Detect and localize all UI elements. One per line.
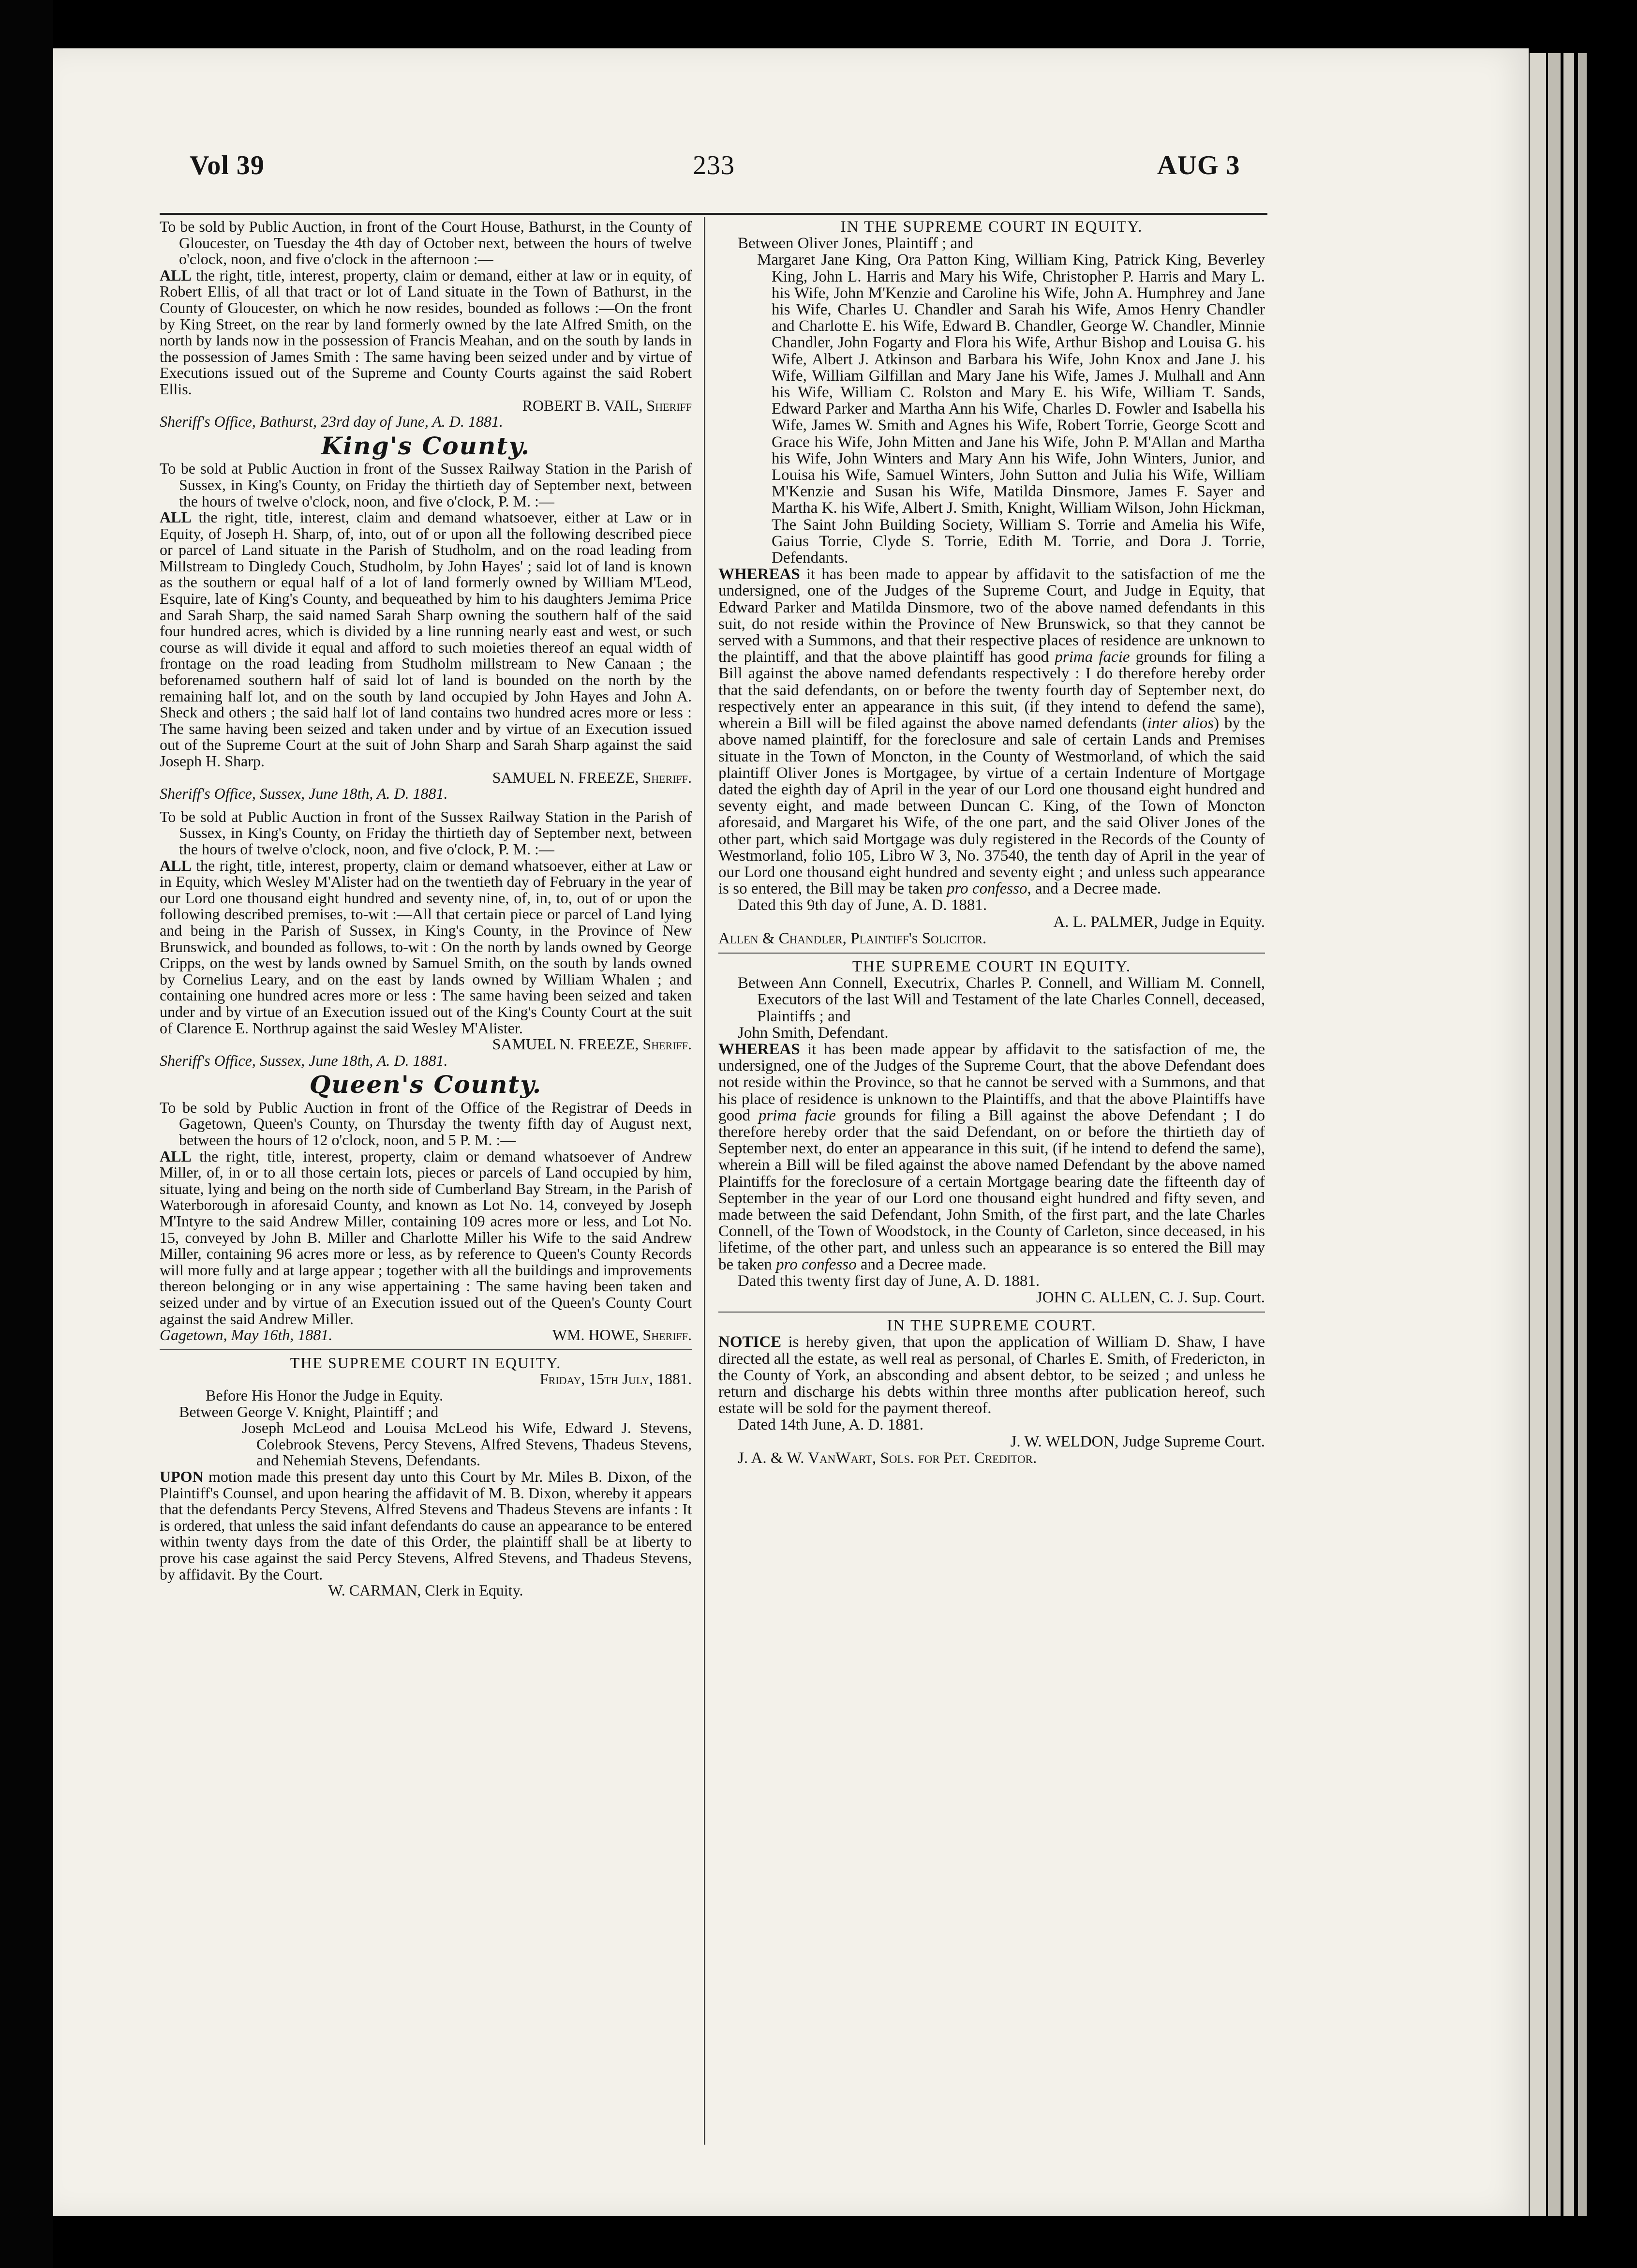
sheriff-signature: SAMUEL N. FREEZE, Sheriff. xyxy=(492,1035,692,1053)
notice-text: the right, title, interest, property, claim or demand, either at law or in equity, of Robert Ellis, of all that tract or lot of Land situate in the Town of Bathurst, in the County of Gloucester, on which he now resides, bounded as follows :—On the front by King Street, on the rear by land formerly owned by the late Alfred Smith, on the north by lands now in the possession of Francis Meahan, and on the south by lands in the possession of James Smith : The same having been seized under and by virtue of Executions issued out of the Supreme and County Courts against the said Robert Ellis. xyxy=(160,266,692,398)
notice-separator xyxy=(160,1349,692,1350)
judge-signature: A. L. PALMER, Judge in Equity. xyxy=(1053,913,1265,931)
notice-keyword: ALL xyxy=(160,266,192,284)
solicitor-line: J. A. & W. VanWart, Sols. for Pet. Creditor. xyxy=(738,1449,1037,1467)
notice-italic: pro confesso xyxy=(776,1255,857,1273)
notice-separator xyxy=(718,1312,1265,1313)
court-title: IN THE SUPREME COURT. xyxy=(887,1317,1097,1335)
notice-text: the right, title, interest, claim and demand whatsoever, either at Law or in Equity, of Joseph H. Sharp, of, into, out of or upon all the following described piece or parcel of Land situate in the Parish of Studholm, and on the road leading from Millstream to Dingledy Couch, Studholm, by John Hayes' ; said lot of land is known as the southern or equal half of a lot of land formerly owned by William M'Leod, Esquire, late of King's County, and bequeathed by him to his daughters Jemima Price and Sarah Sharp, the said named Sarah Sharp owning the southern half of the said four hundred acres, which is divided by a line running nearly east and west, or such course as will divide it equal and afford to such moieties thereof an equal width of frontage on the road leading from Studholm millstream to New Canaan ; the beforenamed southern half of said lot of land is bounded on the north by the remaining half lot, and on the south by land occupied by John Hayes and John A. Sheck and others ; the said half lot of land contains two hundred acres more or less : The same having been seized and taken under and by virtue of an Execution issued out of the Supreme Court at the suit of John Sharp and Sarah Sharp against the said Joseph H. Sharp. xyxy=(160,508,692,770)
plaintiff-line: Between Oliver Jones, Plaintiff ; and xyxy=(738,235,973,253)
section-heading-kings-county: King's County. xyxy=(321,431,531,460)
by-the-court: By the Court. xyxy=(238,1565,323,1583)
notice-keyword: ALL xyxy=(160,508,192,526)
notice-text: , and a Decree made. xyxy=(1027,880,1161,898)
defendants-list: Joseph McLeod and Louisa McLeod his Wife, Edward J. Stevens, Colebrook Stevens, Percy Stevens, Alfred Stevens, Thadeus Stevens, and Nehemiah Stevens, Defendants. xyxy=(242,1419,692,1469)
sheriff-office-date: Sheriff's Office, Sussex, June 18th, A. D. 1881. xyxy=(160,785,448,803)
page-edge xyxy=(1530,53,1546,2216)
header-rule xyxy=(160,213,1267,215)
sheriff-signature: ROBERT B. VAIL, Sheriff xyxy=(522,396,692,414)
notice-footer xyxy=(160,1327,692,1343)
page-edge xyxy=(1563,53,1574,2216)
judge-signature: JOHN C. ALLEN, C. J. Sup. Court. xyxy=(1036,1289,1265,1306)
notice-italic: prima facie xyxy=(758,1106,836,1124)
column-divider xyxy=(704,217,705,2145)
notice-text: grounds for filing a Bill against the above named defendants respectively : I do therefore hereby order that the said defendants, on or before the twenty fourth day of September next, do respectively enter an appearance in this suit, (if they intend to defend the same), wherein a Bill will be filed against the above named defendants ( xyxy=(718,648,1265,732)
equity-notice-jones xyxy=(718,219,1265,947)
court-title: THE SUPREME COURT IN EQUITY. xyxy=(852,957,1131,975)
court-title: THE SUPREME COURT IN EQUITY. xyxy=(290,1354,562,1372)
notice-text: grounds for filing a Bill against the above Defendant ; I do therefore hereby order that the said Defendant, on or before the thirtieth day of September next, do enter an appearance in this suit, (if he intend to defend the same), wherein a Bill will be filed against the above named Defendant by the above named Plaintiffs for the foreclosure of a certain Mortgage bearing date the fifteenth day of September in the year of our Lord one thousand eight hundred and fifty seven, and made between the said Defendant, John Smith, of the first part, and the late Charles Connell, of the Town of Woodstock, in the County of Carleton, since deceased, in his lifetime, of the other part, and unless such an appearance is so entered the Bill may be taken xyxy=(718,1106,1265,1273)
notice-lead: To be sold at Public Auction in front of the Sussex Railway Station in the Parish of Sussex, in King's County, on Friday the thirtieth day of September next, between the hours of twelve o'clock, noon, and five o'clock, P. M. :— xyxy=(160,460,692,510)
page-edge xyxy=(1578,53,1587,2216)
notice-text: ) by the above named plaintiff, for the foreclosure and sale of certain Lands and Premises situate in the Town of Moncton, in the County of Westmorland, of which the said plaintiff Oliver Jones is Mortgagee, by virtue of a certain Indenture of Mortgage dated the eighth day of April in the year of our Lord one thousand eight hundred and seventy eight, and made between Duncan C. King, of the Town of Moncton aforesaid, and Margaret his Wife, of the one part, and the said Oliver Jones of the other part, which said Mortgage was duly registered in the Records of the County of Westmorland, folio 105, Libro W 3, No. 37540, the tenth day of April in the year of our Lord one thousand eight hundred and seventy eight ; and unless such appearance is so entered, the Bill may be taken xyxy=(718,715,1265,898)
equity-notice-connell xyxy=(718,958,1265,1306)
sheriff-signature: SAMUEL N. FREEZE, Sheriff. xyxy=(492,768,692,786)
notice-keyword: WHEREAS xyxy=(718,566,800,583)
sheriff-sale-notice-sharp xyxy=(160,461,692,802)
notice-separator xyxy=(718,953,1265,954)
scan-border xyxy=(0,0,53,2268)
notice-lead: To be sold at Public Auction in front of the Sussex Railway Station in the Parish of Sussex, in King's County, on Friday the thirtieth day of September next, between the hours of twelve o'clock, noon, and five o'clock, P. M. :— xyxy=(160,807,692,858)
notice-date: Friday, 15th July, 1881. xyxy=(539,1370,692,1388)
notice-text: is hereby given, that upon the application of William D. Shaw, I have directed all the estate, as well real as personal, of Charles E. Smith, of Fredericton, in the County of York, an absconding and absent debtor, to be seized ; and unless he return and discharge his debts within three months after publication hereof, such estate will be sold for the payment thereof. xyxy=(718,1333,1265,1418)
notice-body xyxy=(160,1469,692,1582)
right-column xyxy=(718,219,1265,1466)
notice-body xyxy=(160,509,692,770)
dated-line: Dated 14th June, A. D. 1881. xyxy=(738,1416,924,1434)
notice-keyword: NOTICE xyxy=(718,1333,782,1351)
notice-italic: pro confesso xyxy=(946,880,1027,898)
notice-keyword: WHEREAS xyxy=(718,1040,800,1058)
notice-keyword: ALL xyxy=(160,856,192,874)
clerk-signature: W. CARMAN, Clerk in Equity. xyxy=(328,1582,523,1599)
solicitor-line: Allen & Chandler, Plaintiff's Solicitor. xyxy=(718,929,987,947)
page-number: 233 xyxy=(693,150,735,180)
volume-label: Vol 39 xyxy=(190,150,265,180)
notice-date-place: Gagetown, May 16th, 1881. xyxy=(160,1326,333,1344)
notice-lead: To be sold by Public Auction in front of the Office of the Registrar of Deeds in Gagetown, Queen's County, on Thursday the twenty fifth day of August next, between the hours of 12 o'clock, noon, and 5 P. M. :— xyxy=(160,1098,692,1149)
notice-text: the right, title, interest, property, claim or demand whatsoever, either at Law or in Equity, which Wesley M'Alister had on the twentieth day of February in the year of our Lord one thousand eight hundred and seventy nine, of, in, to, out of or upon the following described premises, to-wit :—All that certain piece or parcel of Land lying and being in the Parish of Sussex, in King's County, in the Province of New Brunswick, and bounded as follows, to-wit : On the north by lands owned by George Cripps, on the west by lands owned by Samuel Smith, on the south by lands owned by Cornelius Leary, and on the east by lands owned by William Whalen ; and containing one hundred acres more or less : The same having been seized and taken under and by virtue of an Execution issued out of the King's County Court at the suit of Clarence E. Northrup against the said Wesley M'Alister. xyxy=(160,856,692,1037)
notice-body xyxy=(718,1334,1265,1417)
sheriff-sale-notice-miller xyxy=(160,1100,692,1343)
notice-lead: To be sold by Public Auction, in front of the Court House, Bathurst, in the County of Gloucester, on Tuesday the 4th day of October next, between the hours of twelve o'clock, noon, and five o'clock in the afternoon :— xyxy=(160,218,692,268)
notice-body xyxy=(160,1149,692,1328)
absconding-debtor-notice xyxy=(718,1317,1265,1466)
notice-text: and a Decree made. xyxy=(856,1255,987,1273)
before-judge: Before His Honor the Judge in Equity. xyxy=(206,1386,444,1404)
notice-text: motion made this present day unto this Court by Mr. Miles B. Dixon, of the Plaintiff's Counsel, and upon hearing the affidavit of M. B. Dixon, whereby it appears that the defendants Percy Stevens, Alfred Stevens and Thadeus Stevens are infants : It is ordered, that unless the said infant defendants do cause an appearance to be entered within twenty days from the date of this Order, the plaintiff shall be at liberty to prove his case against the said Percy Stevens, Alfred Stevens, and Thadeus Stevens, by affidavit. xyxy=(160,1467,692,1583)
dated-line: Dated this 9th day of June, A. D. 1881. xyxy=(738,896,987,914)
issue-date: AUG 3 xyxy=(1157,150,1240,180)
defendant-line: John Smith, Defendant. xyxy=(738,1024,889,1042)
left-column xyxy=(160,219,692,1599)
notice-text: the right, title, interest, property, claim or demand whatsoever of Andrew Miller, of, in or to all those certain lots, pieces or parcels of Land occupied by him, situate, lying and being on the north side of Cumberland Bay Stream, in the Parish of Waterborough in aforesaid County, and known as Lot No. 14, conveyed by Joseph M'Intyre to the said Andrew Miller, containing 109 acres more or less, and Lot No. 15, conveyed by John B. Miller and Charlotte Miller his Wife to the said Andrew Miller, containing 96 acres more or less, as by reference to Queen's County Records will more fully and at large appear ; together with all the buildings and improvements thereon belonging or in any wise appertaining : The same having been taken and seized under and by virtue of an Execution issued out of the Queen's County Court against the said Andrew Miller. xyxy=(160,1147,692,1328)
plaintiff-line: Between George V. Knight, Plaintiff ; and xyxy=(179,1403,439,1420)
dated-line: Dated this twenty first day of June, A. D. 1881. xyxy=(738,1272,1040,1290)
sheriff-sale-notice-bathurst xyxy=(160,219,692,430)
notice-body xyxy=(160,858,692,1037)
notice-keyword: ALL xyxy=(160,1147,192,1165)
court-title: IN THE SUPREME COURT IN EQUITY. xyxy=(840,218,1143,236)
sheriff-signature: WM. HOWE, Sheriff. xyxy=(552,1326,692,1344)
notice-italic: inter alios xyxy=(1147,715,1214,732)
page-edge xyxy=(1548,53,1561,2216)
sheriff-office-date: Sheriff's Office, Sussex, June 18th, A. D. 1881. xyxy=(160,1051,448,1069)
notice-body xyxy=(160,268,692,398)
judge-signature: J. W. WELDON, Judge Supreme Court. xyxy=(1010,1432,1265,1450)
notice-body xyxy=(718,566,1265,897)
section-heading-queens-county: Queen's County. xyxy=(309,1070,542,1099)
defendants-list: Margaret Jane King, Ora Patton King, William King, Patrick King, Beverley King, John L. Harris and Mary his Wife, Christopher P. Harris and Mary L. his Wife, John M'Kenzie and Caroline his Wife, John A. Humphrey and Jane his Wife, Charles U. Chandler and Sarah his Wife, Amos Henry Chandler and Charlotte E. his Wife, Edward B. Chandler, George W. Chandler, Minnie Chandler, John Fogarty and Flora his Wife, Arthur Bishop and Louisa G. his Wife, Albert J. Atkinson and Barbara his Wife, John Knox and Jane J. his Wife, William Gilfillan and Mary Jane his Wife, James J. Mulhall and Ann his Wife, William C. Rolston and Mary E. his Wife, William T. Sands, Edward Parker and Martha Ann his Wife, Charles D. Fowler and Isabella his Wife, James W. Smith and Agnes his Wife, Robert Torrie, George Scott and Grace his Wife, John Mitten and Jane his Wife, John P. M'Allan and Martha his Wife, John Winters and Mary Ann his Wife, John Winters, Junior, and Louisa his Wife, Samuel Winters, John Sutton and Julia his Wife, William M'Kenzie and Susan his Wife, Matilda Dinsmore, James F. Sayer and Martha K. his Wife, Albert J. Smith, Knight, William Wilson, John Hickman, The Saint John Building Society, William S. Torrie and Amelia his Wife, Gaius Torrie, Clyde S. Torrie, Edith M. Torrie, and Dora J. Torrie, Defendants. xyxy=(757,251,1265,567)
notice-keyword: UPON xyxy=(160,1467,204,1485)
notice-text: it has been made appear by affidavit to the satisfaction of me, the undersigned, one of the Judges of the Supreme Court, that the above Defendant does not reside within the Province, so that he cannot be served with a Summons, and that his place of residence is unknown to the Plaintiffs, and that the above Plaintiffs have good xyxy=(718,1040,1265,1124)
notice-text: it has been made to appear by affidavit to the satisfaction of me the undersigned, one of the Judges of the Supreme Court, and Judge in Equity, that Edward Parker and Matilda Dinsmore, two of the above named defendants in this suit, do not reside within the Province of New Brunswick, so that they cannot be served with a Summons, and that their respective places of residence are unknown to the plaintiff, and that the above plaintiff has good xyxy=(718,566,1265,666)
notice-italic: prima facie xyxy=(1055,648,1130,666)
equity-notice-knight xyxy=(160,1355,692,1599)
notice-body xyxy=(718,1041,1265,1273)
sheriff-sale-notice-mcalister xyxy=(160,809,692,1069)
plaintiffs-list: Between Ann Connell, Executrix, Charles P. Connell, and William M. Connell, Executors of the last Will and Testament of the late Charles Connell, deceased, Plaintiffs ; and xyxy=(738,974,1265,1025)
sheriff-office-date: Sheriff's Office, Bathurst, 23rd day of June, A. D. 1881. xyxy=(160,413,503,431)
